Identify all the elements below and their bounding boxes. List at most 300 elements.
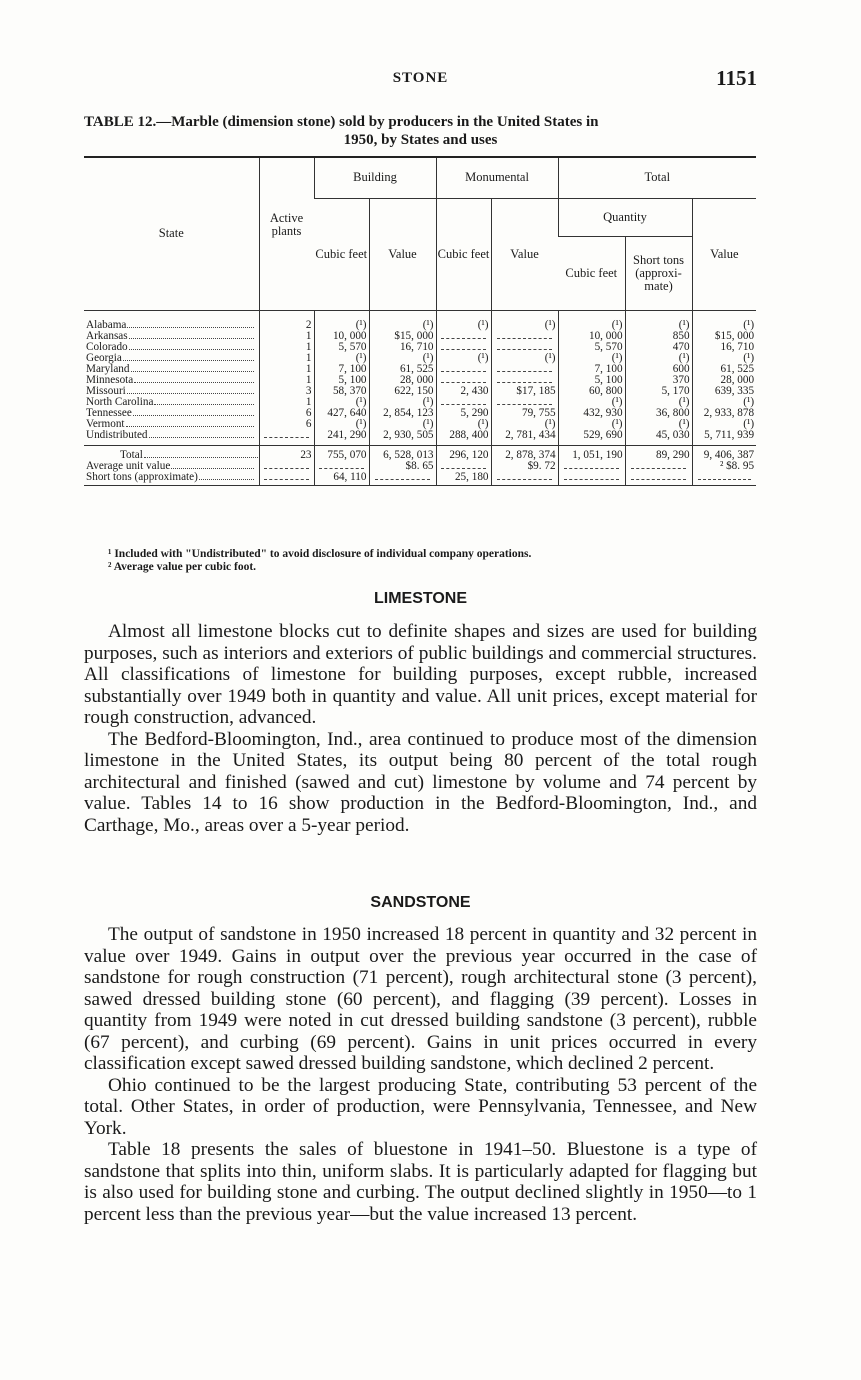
cell-value: 2, 878, 374: [505, 448, 556, 461]
header-quantity: Quantity: [558, 198, 692, 236]
row-label: [84, 430, 259, 446]
table-cell: [692, 408, 756, 419]
table-cell: [558, 397, 625, 408]
table-cell: [625, 310, 692, 331]
sandstone-paragraph-1: The output of sandstone in 1950 increased 18 percent in quantity and 32 percent in value over 1949. Gains in output over the previous year occurred in the case of sandstone for rough construction (71 percent), rough architectural stone (3 percent), sawed dressed building stone (60 percent), and flagging (39 percent). Losses in quantity from 1949 were noted in cut dressed building sandstone (3 percent), rubble (67 percent), and curbing (69 percent). Gains in unit prices occurred in every classification except sawed dressed building sandstone, which declined 2 percent.: [84, 924, 757, 1074]
table-cell: [436, 472, 491, 486]
table-cell: [314, 430, 369, 446]
cell-value: 28, 000: [399, 374, 434, 386]
state-row: [84, 419, 756, 430]
table-cell: [259, 353, 314, 364]
table-cell: [491, 386, 558, 397]
empty-cell-dashes: [441, 398, 486, 405]
state-row: [84, 364, 756, 375]
table-cell: [369, 331, 436, 342]
table-cell: [259, 461, 314, 472]
table-cell: [369, 342, 436, 353]
cell-value: 64, 110: [333, 471, 367, 483]
cell-value: $15, 000: [394, 330, 434, 342]
table-cell: [314, 375, 369, 386]
sandstone-paragraph-3: Table 18 presents the sales of bluestone in 1941–50. Bluestone is a type of sandstone that splits into thin, uniform slabs. It is particularly adapted for flagging but is also used for building stone and curbing. The output declined slightly in 1950—to 1 percent less than the previous year—but the value increased 13 percent.: [84, 1139, 757, 1225]
table-cell: [369, 419, 436, 430]
table-cell: [558, 461, 625, 472]
row-label-text: North Carolina: [86, 396, 154, 408]
cell-value: (¹): [422, 418, 434, 430]
row-label-text: Minnesota: [86, 374, 134, 386]
cell-value: (¹): [743, 352, 755, 364]
table-cell: [369, 386, 436, 397]
limestone-heading: LIMESTONE: [373, 590, 468, 607]
dot-leader: [123, 360, 254, 361]
table-cell: [625, 445, 692, 461]
cell-value: (¹): [611, 318, 623, 331]
row-label: [84, 386, 259, 397]
table-cell: [558, 419, 625, 430]
table-cell: [436, 331, 491, 342]
cell-value: 5, 711, 939: [704, 429, 755, 441]
row-label-text: Arkansas: [86, 330, 128, 342]
cell-value: 5, 570: [594, 341, 623, 353]
limestone-paragraph-2: The Bedford-Bloomington, Ind., area continued to produce most of the dimension limestone in the United States, its output being 80 percent of the total rough architectural and finished (sawed and cut) limestone by volume and 74 percent by value. Tables 14 to 16 show production in the Bedford-Bloomington, Ind., and Carthage, Mo., areas over a 5-year period.: [84, 728, 757, 836]
cell-value: 622, 150: [394, 385, 434, 397]
row-label-text: Missouri: [86, 385, 126, 397]
table-cell: [491, 445, 558, 461]
cell-value: (¹): [678, 352, 690, 364]
state-row: [84, 331, 756, 342]
table-cell: [692, 419, 756, 430]
cell-value: 7, 100: [338, 363, 367, 375]
table-cell: [558, 386, 625, 397]
cell-value: 23: [300, 448, 312, 461]
cell-value: (¹): [743, 318, 755, 331]
page-number: 1151: [716, 66, 757, 90]
cell-value: (¹): [355, 318, 367, 331]
sandstone-heading: SANDSTONE: [370, 894, 471, 911]
table-cell: [491, 342, 558, 353]
table-cell: [491, 461, 558, 472]
table-cell: [259, 408, 314, 419]
table-cell: [692, 310, 756, 331]
empty-cell-dashes: [441, 462, 486, 469]
cell-value: 25, 180: [454, 471, 489, 483]
cell-value: (¹): [544, 352, 556, 364]
table-cell: [369, 375, 436, 386]
cell-value: 470: [672, 341, 690, 353]
dot-leader: [127, 393, 254, 394]
cell-value: 5, 100: [594, 374, 623, 386]
cell-value: 16, 710: [399, 341, 434, 353]
table-cell: [314, 419, 369, 430]
cell-value: 3: [305, 385, 312, 397]
cell-value: 5, 170: [661, 385, 690, 397]
dot-leader: [154, 404, 254, 405]
table-cell: [436, 445, 491, 461]
row-label-text: Tennessee: [86, 407, 132, 419]
cell-value: $8. 65: [405, 460, 434, 472]
cell-value: 16, 710: [720, 341, 755, 353]
table-cell: [558, 364, 625, 375]
cell-value: 2, 930, 505: [383, 429, 434, 441]
sandstone-paragraph-2: Ohio continued to be the largest producing State, contributing 53 percent of the total. Other States, in order of production, were Pennsylvania, Tennessee, and New York.: [84, 1074, 757, 1139]
cell-value: 1: [305, 396, 312, 408]
empty-cell-dashes: [497, 398, 553, 405]
cell-value: 1: [305, 330, 312, 342]
empty-cell-dashes: [564, 462, 620, 469]
table-cell: [692, 397, 756, 408]
state-row: [84, 353, 756, 364]
table-cell: [491, 375, 558, 386]
footnote-2: ² Average value per cubic foot.: [108, 561, 257, 573]
empty-cell-dashes: [441, 332, 486, 339]
header-monumental-cubic-feet: Cubic feet: [436, 198, 491, 310]
row-label: [84, 419, 259, 430]
cell-value: 755, 070: [327, 448, 367, 461]
cell-value: 2: [305, 318, 312, 331]
table-cell: [314, 342, 369, 353]
row-label-text: Alabama: [86, 318, 127, 331]
table-cell: [558, 342, 625, 353]
empty-cell-dashes: [698, 473, 752, 480]
table-cell: [558, 353, 625, 364]
table-cell: [369, 364, 436, 375]
state-row: [84, 310, 756, 331]
table-cell: [692, 445, 756, 461]
table-cell: [558, 310, 625, 331]
table-cell: [436, 364, 491, 375]
marble-table: [84, 158, 756, 486]
cell-value: 241, 290: [327, 429, 367, 441]
table-cell: [558, 445, 625, 461]
limestone-text: [84, 621, 757, 836]
empty-cell-dashes: [564, 473, 620, 480]
cell-value: 2, 933, 878: [703, 407, 755, 419]
average-unit-value-row: [84, 461, 756, 472]
cell-value: (¹): [611, 352, 623, 364]
cell-value: 639, 335: [714, 385, 755, 397]
header-building-cubic-feet: Cubic feet: [314, 198, 369, 310]
cell-value: 1, 051, 190: [572, 448, 623, 461]
cell-value: 850: [672, 330, 690, 342]
empty-cell-dashes: [631, 473, 687, 480]
cell-value: $9. 72: [527, 460, 556, 472]
dot-leader: [131, 371, 254, 372]
table-cell: [259, 386, 314, 397]
table-cell: [369, 445, 436, 461]
cell-value: 28, 000: [720, 374, 755, 386]
empty-cell-dashes: [375, 473, 431, 480]
table-caption: [84, 113, 757, 149]
table-cell: [314, 310, 369, 331]
table-cell: [436, 353, 491, 364]
row-label: [84, 472, 259, 486]
table-cell: [314, 461, 369, 472]
table-cell: [259, 445, 314, 461]
table-cell: [314, 408, 369, 419]
cell-value: (¹): [678, 396, 690, 408]
state-row: [84, 386, 756, 397]
dot-leader: [199, 479, 254, 480]
cell-value: $15, 000: [714, 330, 755, 342]
cell-value: 10, 000: [332, 330, 367, 342]
table-cell: [558, 375, 625, 386]
table-cell: [558, 331, 625, 342]
table-cell: [558, 430, 625, 446]
table-cell: [436, 375, 491, 386]
table-cell: [491, 472, 558, 486]
table-cell: [259, 419, 314, 430]
cell-value: (¹): [422, 318, 434, 331]
empty-cell-dashes: [631, 462, 687, 469]
table-cell: [259, 364, 314, 375]
state-row: [84, 430, 756, 446]
table-cell: [259, 310, 314, 331]
table-cell: [436, 310, 491, 331]
row-label-text: Maryland: [86, 363, 130, 375]
table-cell: [314, 472, 369, 486]
table-cell: [491, 430, 558, 446]
table-cell: [369, 408, 436, 419]
state-row: [84, 408, 756, 419]
table-cell: [314, 331, 369, 342]
table-cell: [491, 353, 558, 364]
cell-value: 1: [305, 352, 312, 364]
table-cell: [314, 386, 369, 397]
table-cell: [491, 310, 558, 331]
table-cell: [369, 353, 436, 364]
cell-value: 1: [305, 341, 312, 353]
cell-value: 6: [305, 407, 312, 419]
cell-value: 296, 120: [449, 448, 489, 461]
table-cell: [692, 353, 756, 364]
header-building-value: Value: [369, 198, 436, 310]
dot-leader: [127, 327, 254, 328]
row-label: [84, 445, 259, 461]
table-cell: [314, 353, 369, 364]
empty-cell-dashes: [497, 473, 553, 480]
empty-cell-dashes: [319, 462, 364, 469]
table-cell: [491, 408, 558, 419]
table-cell: [436, 419, 491, 430]
cell-value: 288, 400: [449, 429, 489, 441]
cell-value: (¹): [611, 396, 623, 408]
empty-cell-dashes: [264, 462, 309, 469]
row-label-text: Georgia: [86, 352, 122, 364]
cell-value: (¹): [355, 352, 367, 364]
table-cell: [692, 472, 756, 486]
table-cell: [314, 445, 369, 461]
table-cell: [369, 310, 436, 331]
cell-value: 5, 570: [338, 341, 367, 353]
row-label: [84, 331, 259, 342]
sandstone-text: [84, 924, 757, 1225]
header-total-cubic-feet: Cubic feet: [558, 236, 625, 310]
cell-value: 9, 406, 387: [703, 448, 755, 461]
cell-value: (¹): [422, 352, 434, 364]
table-cell: [259, 472, 314, 486]
table-cell: [369, 461, 436, 472]
table-cell: [314, 364, 369, 375]
row-label: [84, 408, 259, 419]
cell-value: 1: [305, 363, 312, 375]
state-row: [84, 375, 756, 386]
empty-cell-dashes: [497, 332, 553, 339]
table-cell: [491, 397, 558, 408]
cell-value: (¹): [355, 418, 367, 430]
total-row: [84, 445, 756, 461]
table-cell: [625, 408, 692, 419]
table-cell: [692, 375, 756, 386]
cell-value: (¹): [611, 418, 623, 430]
cell-value: (¹): [477, 318, 489, 331]
table-cell: [625, 461, 692, 472]
cell-value: 1: [305, 374, 312, 386]
table-cell: [692, 342, 756, 353]
table-cell: [625, 364, 692, 375]
row-label: [84, 342, 259, 353]
cell-value: (¹): [678, 418, 690, 430]
table-cell: [369, 472, 436, 486]
cell-value: 5, 100: [338, 374, 367, 386]
cell-value: 2, 854, 123: [383, 407, 434, 419]
header-total: Total: [558, 158, 756, 198]
short-tons-row: [84, 472, 756, 486]
table-cell: [314, 397, 369, 408]
cell-value: (¹): [355, 396, 367, 408]
header-total-value: Value: [692, 198, 756, 310]
cell-value: ² $8. 95: [719, 460, 755, 472]
row-label: [84, 310, 259, 331]
cell-value: 60, 800: [588, 385, 623, 397]
header-state: State: [84, 158, 259, 310]
table-cell: [625, 331, 692, 342]
empty-cell-dashes: [264, 473, 309, 480]
cell-value: 427, 640: [327, 407, 367, 419]
dot-leader: [126, 426, 254, 427]
row-label: [84, 375, 259, 386]
table-cell: [692, 430, 756, 446]
table-cell: [436, 408, 491, 419]
row-label-text: Average unit value: [86, 460, 171, 472]
table-cell: [259, 342, 314, 353]
cell-value: 6, 528, 013: [383, 448, 434, 461]
dot-leader: [149, 437, 254, 438]
table-cell: [436, 397, 491, 408]
header-short-tons: Short tons (approxi-mate): [625, 236, 692, 310]
dot-leader: [171, 468, 254, 469]
dot-leader: [129, 338, 254, 339]
cell-value: (¹): [743, 396, 755, 408]
table-cell: [259, 375, 314, 386]
row-label: [84, 461, 259, 472]
cell-value: 2, 781, 434: [505, 429, 556, 441]
table-cell: [625, 397, 692, 408]
cell-value: 36, 800: [655, 407, 690, 419]
cell-value: 61, 525: [720, 363, 755, 375]
table-cell: [692, 461, 756, 472]
row-label-text: Vermont: [86, 418, 125, 430]
cell-value: 370: [672, 374, 690, 386]
table-cell: [625, 375, 692, 386]
footnotes: [108, 548, 531, 574]
cell-value: 7, 100: [594, 363, 623, 375]
header-active-plants: Active plants: [259, 158, 314, 310]
row-label: [84, 353, 259, 364]
table-cell: [491, 419, 558, 430]
table-cell: [625, 472, 692, 486]
row-label-text: Total: [120, 448, 143, 461]
cell-value: (¹): [544, 418, 556, 430]
table-cell: [436, 461, 491, 472]
cell-value: (¹): [678, 318, 690, 331]
row-label-text: Colorado: [86, 341, 128, 353]
table-caption-line-1: TABLE 12.—Marble (dimension stone) sold by producers in the United States in: [84, 114, 599, 130]
limestone-paragraph-1: Almost all limestone blocks cut to definite shapes and sizes are used for building purposes, such as interiors and exteriors of public buildings and commercial structures. All classifications of limestone for building purposes, except rubble, increased substantially over 1949 both in quantity and value. All unit prices, except material for rough construction, advanced.: [84, 621, 757, 728]
header-monumental-value: Value: [491, 198, 558, 310]
empty-cell-dashes: [441, 376, 486, 383]
row-label: [84, 364, 259, 375]
dot-leader: [133, 415, 254, 416]
cell-value: 10, 000: [588, 330, 623, 342]
running-head: [84, 66, 757, 90]
empty-cell-dashes: [441, 343, 486, 350]
table-cell: [625, 353, 692, 364]
cell-value: 79, 755: [521, 407, 556, 419]
cell-value: 58, 370: [332, 385, 367, 397]
table-cell: [259, 430, 314, 446]
cell-value: (¹): [422, 396, 434, 408]
table-cell: [436, 430, 491, 446]
footnote-1: ¹ Included with "Undistributed" to avoid disclosure of individual company operations.: [108, 548, 532, 560]
state-row: [84, 342, 756, 353]
header-monumental: Monumental: [436, 158, 558, 198]
empty-cell-dashes: [497, 376, 553, 383]
running-title: STONE: [392, 70, 449, 86]
cell-value: 432, 930: [583, 407, 623, 419]
table-cell: [692, 331, 756, 342]
table-cell: [369, 430, 436, 446]
table-cell: [625, 386, 692, 397]
table-cell: [436, 342, 491, 353]
empty-cell-dashes: [441, 365, 486, 372]
empty-cell-dashes: [497, 365, 553, 372]
cell-value: 2, 430: [460, 385, 489, 397]
table-cell: [369, 397, 436, 408]
header-building: Building: [314, 158, 436, 198]
cell-value: 45, 030: [655, 429, 690, 441]
table-cell: [491, 364, 558, 375]
cell-value: 529, 690: [583, 429, 623, 441]
dot-leader: [144, 457, 259, 458]
table-caption-line-2: 1950, by States and uses: [343, 132, 498, 148]
table-cell: [625, 342, 692, 353]
empty-cell-dashes: [264, 431, 309, 438]
cell-value: 6: [305, 418, 312, 430]
cell-value: 600: [672, 363, 690, 375]
row-label: [84, 397, 259, 408]
table-cell: [625, 430, 692, 446]
table-cell: [692, 386, 756, 397]
cell-value: (¹): [477, 352, 489, 364]
cell-value: 61, 525: [399, 363, 434, 375]
table-cell: [259, 331, 314, 342]
table-cell: [491, 331, 558, 342]
dot-leader: [129, 349, 254, 350]
empty-cell-dashes: [497, 343, 553, 350]
table-cell: [692, 364, 756, 375]
table-cell: [259, 397, 314, 408]
table-cell: [625, 419, 692, 430]
cell-value: (¹): [743, 418, 755, 430]
